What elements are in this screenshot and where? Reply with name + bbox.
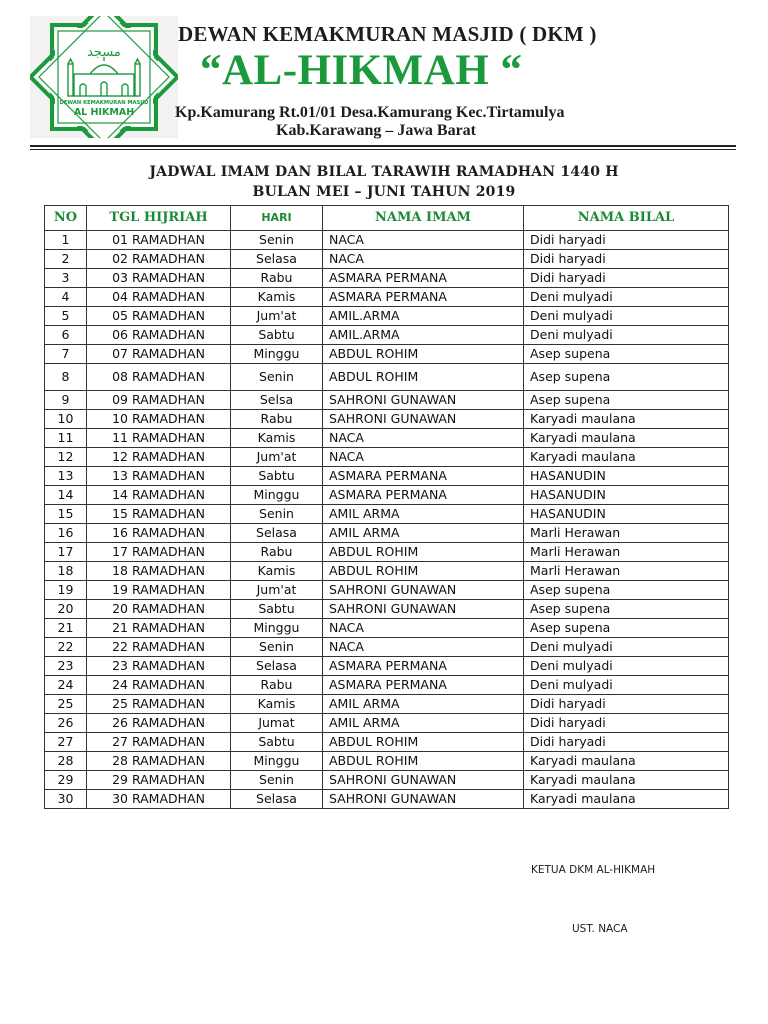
cell-tgl-hijriah: 17 RAMADHAN <box>87 543 231 562</box>
cell-nama-imam: ABDUL ROHIM <box>323 543 524 562</box>
cell-tgl-hijriah: 08 RAMADHAN <box>87 364 231 391</box>
table-header-row <box>45 206 729 231</box>
cell-hari: Senin <box>231 771 323 790</box>
cell-tgl-hijriah: 14 RAMADHAN <box>87 486 231 505</box>
cell-nama-bilal: HASANUDIN <box>524 486 729 505</box>
cell-nama-imam: SAHRONI GUNAWAN <box>323 410 524 429</box>
cell-no: 28 <box>45 752 87 771</box>
cell-hari: Senin <box>231 364 323 391</box>
cell-hari: Minggu <box>231 345 323 364</box>
cell-no: 29 <box>45 771 87 790</box>
cell-nama-imam: ASMARA PERMANA <box>323 676 524 695</box>
cell-hari: Kamis <box>231 562 323 581</box>
table-row <box>45 733 729 752</box>
cell-nama-imam: NACA <box>323 429 524 448</box>
table-row <box>45 771 729 790</box>
cell-nama-imam: ABDUL ROHIM <box>323 733 524 752</box>
cell-hari: Jum'at <box>231 307 323 326</box>
cell-nama-imam: AMIL.ARMA <box>323 326 524 345</box>
column-header-nama-bilal: NAMA BILAL <box>524 206 729 231</box>
table-row <box>45 638 729 657</box>
cell-nama-imam: NACA <box>323 638 524 657</box>
cell-nama-imam: ABDUL ROHIM <box>323 562 524 581</box>
mosque-name: “AL-HIKMAH “ <box>200 47 523 94</box>
cell-nama-bilal: HASANUDIN <box>524 505 729 524</box>
cell-nama-bilal: Didi haryadi <box>524 733 729 752</box>
cell-tgl-hijriah: 22 RAMADHAN <box>87 638 231 657</box>
cell-nama-imam: ASMARA PERMANA <box>323 486 524 505</box>
cell-hari: Sabtu <box>231 326 323 345</box>
cell-hari: Jum'at <box>231 581 323 600</box>
cell-no: 17 <box>45 543 87 562</box>
cell-tgl-hijriah: 04 RAMADHAN <box>87 288 231 307</box>
cell-no: 12 <box>45 448 87 467</box>
table-row <box>45 448 729 467</box>
column-header-no: NO <box>45 206 87 231</box>
table-row <box>45 486 729 505</box>
cell-nama-bilal: Karyadi maulana <box>524 410 729 429</box>
cell-hari: Rabu <box>231 269 323 288</box>
cell-hari: Senin <box>231 231 323 250</box>
cell-hari: Jumat <box>231 714 323 733</box>
cell-nama-bilal: Didi haryadi <box>524 250 729 269</box>
table-row <box>45 307 729 326</box>
cell-no: 24 <box>45 676 87 695</box>
cell-no: 15 <box>45 505 87 524</box>
cell-no: 27 <box>45 733 87 752</box>
cell-tgl-hijriah: 23 RAMADHAN <box>87 657 231 676</box>
cell-nama-imam: ASMARA PERMANA <box>323 288 524 307</box>
cell-nama-imam: NACA <box>323 619 524 638</box>
cell-no: 7 <box>45 345 87 364</box>
cell-hari: Rabu <box>231 543 323 562</box>
cell-tgl-hijriah: 21 RAMADHAN <box>87 619 231 638</box>
cell-tgl-hijriah: 07 RAMADHAN <box>87 345 231 364</box>
table-row <box>45 676 729 695</box>
cell-no: 11 <box>45 429 87 448</box>
table-row <box>45 752 729 771</box>
cell-nama-imam: ABDUL ROHIM <box>323 345 524 364</box>
cell-nama-bilal: Marli Herawan <box>524 562 729 581</box>
cell-no: 4 <box>45 288 87 307</box>
cell-tgl-hijriah: 01 RAMADHAN <box>87 231 231 250</box>
table-row <box>45 657 729 676</box>
cell-tgl-hijriah: 26 RAMADHAN <box>87 714 231 733</box>
cell-nama-bilal: Deni mulyadi <box>524 307 729 326</box>
cell-no: 22 <box>45 638 87 657</box>
cell-hari: Selasa <box>231 790 323 809</box>
cell-hari: Kamis <box>231 288 323 307</box>
cell-nama-bilal: Deni mulyadi <box>524 638 729 657</box>
cell-no: 14 <box>45 486 87 505</box>
cell-nama-bilal: Karyadi maulana <box>524 790 729 809</box>
cell-no: 10 <box>45 410 87 429</box>
cell-no: 26 <box>45 714 87 733</box>
header-divider-thin <box>30 149 736 150</box>
cell-hari: Minggu <box>231 752 323 771</box>
cell-nama-imam: ABDUL ROHIM <box>323 752 524 771</box>
cell-nama-imam: AMIL.ARMA <box>323 307 524 326</box>
cell-no: 9 <box>45 391 87 410</box>
cell-tgl-hijriah: 12 RAMADHAN <box>87 448 231 467</box>
cell-nama-imam: AMIL ARMA <box>323 524 524 543</box>
cell-nama-bilal: Didi haryadi <box>524 714 729 733</box>
cell-nama-bilal: Karyadi maulana <box>524 429 729 448</box>
cell-tgl-hijriah: 25 RAMADHAN <box>87 695 231 714</box>
table-row <box>45 231 729 250</box>
cell-tgl-hijriah: 27 RAMADHAN <box>87 733 231 752</box>
cell-tgl-hijriah: 10 RAMADHAN <box>87 410 231 429</box>
logo-label-line2: AL HIKMAH <box>73 107 135 118</box>
cell-nama-imam: SAHRONI GUNAWAN <box>323 771 524 790</box>
table-row <box>45 581 729 600</box>
column-header-hari: HARI <box>231 206 323 231</box>
cell-hari: Sabtu <box>231 733 323 752</box>
document-title: JADWAL IMAM DAN BILAL TARAWIH RAMADHAN 1440 H <box>149 164 619 180</box>
cell-tgl-hijriah: 24 RAMADHAN <box>87 676 231 695</box>
cell-no: 25 <box>45 695 87 714</box>
cell-nama-imam: ASMARA PERMANA <box>323 467 524 486</box>
cell-tgl-hijriah: 11 RAMADHAN <box>87 429 231 448</box>
cell-tgl-hijriah: 28 RAMADHAN <box>87 752 231 771</box>
address-line-2: Kab.Karawang – Jawa Barat <box>276 122 476 139</box>
cell-no: 20 <box>45 600 87 619</box>
document-subtitle: BULAN MEI – JUNI TAHUN 2019 <box>252 184 516 200</box>
schedule-table <box>44 205 729 809</box>
cell-no: 3 <box>45 269 87 288</box>
cell-nama-bilal: Karyadi maulana <box>524 752 729 771</box>
table-row <box>45 410 729 429</box>
cell-nama-bilal: Asep supena <box>524 581 729 600</box>
cell-hari: Senin <box>231 638 323 657</box>
cell-hari: Selasa <box>231 657 323 676</box>
cell-tgl-hijriah: 18 RAMADHAN <box>87 562 231 581</box>
logo-label-line1: DEWAN KEMAKMURAN MASJID <box>59 100 149 106</box>
cell-nama-imam: NACA <box>323 448 524 467</box>
cell-hari: Selasa <box>231 250 323 269</box>
cell-tgl-hijriah: 05 RAMADHAN <box>87 307 231 326</box>
cell-hari: Sabtu <box>231 600 323 619</box>
cell-no: 6 <box>45 326 87 345</box>
cell-nama-bilal: HASANUDIN <box>524 467 729 486</box>
table-row <box>45 619 729 638</box>
address-line-1: Kp.Kamurang Rt.01/01 Desa.Kamurang Kec.Tirtamulya <box>175 104 565 121</box>
cell-hari: Jum'at <box>231 448 323 467</box>
cell-no: 1 <box>45 231 87 250</box>
table-row <box>45 326 729 345</box>
cell-no: 18 <box>45 562 87 581</box>
table-row <box>45 695 729 714</box>
cell-nama-imam: SAHRONI GUNAWAN <box>323 600 524 619</box>
cell-nama-imam: ASMARA PERMANA <box>323 269 524 288</box>
cell-tgl-hijriah: 06 RAMADHAN <box>87 326 231 345</box>
cell-tgl-hijriah: 29 RAMADHAN <box>87 771 231 790</box>
cell-hari: Sabtu <box>231 467 323 486</box>
cell-tgl-hijriah: 16 RAMADHAN <box>87 524 231 543</box>
cell-hari: Senin <box>231 505 323 524</box>
table-row <box>45 250 729 269</box>
cell-nama-bilal: Didi haryadi <box>524 695 729 714</box>
cell-nama-imam: NACA <box>323 250 524 269</box>
table-row <box>45 467 729 486</box>
cell-nama-bilal: Marli Herawan <box>524 524 729 543</box>
cell-tgl-hijriah: 30 RAMADHAN <box>87 790 231 809</box>
column-header-tgl-hijriah: TGL HIJRIAH <box>87 206 231 231</box>
column-header-nama-imam: NAMA IMAM <box>323 206 524 231</box>
cell-no: 2 <box>45 250 87 269</box>
table-row <box>45 505 729 524</box>
cell-tgl-hijriah: 03 RAMADHAN <box>87 269 231 288</box>
cell-no: 23 <box>45 657 87 676</box>
cell-nama-bilal: Asep supena <box>524 600 729 619</box>
cell-nama-imam: AMIL ARMA <box>323 695 524 714</box>
cell-no: 30 <box>45 790 87 809</box>
mosque-logo-icon <box>30 16 178 138</box>
table-row <box>45 364 729 391</box>
cell-no: 19 <box>45 581 87 600</box>
cell-no: 5 <box>45 307 87 326</box>
cell-hari: Minggu <box>231 486 323 505</box>
table-row <box>45 714 729 733</box>
signature-name: UST. NACA <box>572 923 628 935</box>
cell-nama-imam: AMIL ARMA <box>323 505 524 524</box>
cell-hari: Selasa <box>231 524 323 543</box>
cell-tgl-hijriah: 09 RAMADHAN <box>87 391 231 410</box>
cell-nama-bilal: Deni mulyadi <box>524 657 729 676</box>
cell-nama-bilal: Karyadi maulana <box>524 448 729 467</box>
cell-nama-bilal: Marli Herawan <box>524 543 729 562</box>
cell-hari: Kamis <box>231 695 323 714</box>
cell-nama-bilal: Deni mulyadi <box>524 676 729 695</box>
cell-no: 16 <box>45 524 87 543</box>
table-row <box>45 790 729 809</box>
cell-nama-bilal: Didi haryadi <box>524 231 729 250</box>
table-row <box>45 345 729 364</box>
cell-hari: Rabu <box>231 676 323 695</box>
cell-hari: Rabu <box>231 410 323 429</box>
signature-role: KETUA DKM AL-HIKMAH <box>531 864 656 876</box>
cell-nama-bilal: Deni mulyadi <box>524 288 729 307</box>
table-row <box>45 288 729 307</box>
cell-nama-imam: ASMARA PERMANA <box>323 657 524 676</box>
table-row <box>45 562 729 581</box>
dkm-logo <box>30 16 178 138</box>
cell-nama-imam: SAHRONI GUNAWAN <box>323 790 524 809</box>
table-row <box>45 600 729 619</box>
cell-nama-bilal: Asep supena <box>524 391 729 410</box>
cell-tgl-hijriah: 13 RAMADHAN <box>87 467 231 486</box>
cell-nama-imam: AMIL ARMA <box>323 714 524 733</box>
table-row <box>45 524 729 543</box>
cell-tgl-hijriah: 15 RAMADHAN <box>87 505 231 524</box>
cell-hari: Selsa <box>231 391 323 410</box>
cell-no: 8 <box>45 364 87 391</box>
cell-tgl-hijriah: 19 RAMADHAN <box>87 581 231 600</box>
cell-nama-bilal: Asep supena <box>524 345 729 364</box>
cell-nama-bilal: Karyadi maulana <box>524 771 729 790</box>
cell-tgl-hijriah: 20 RAMADHAN <box>87 600 231 619</box>
cell-nama-bilal: Deni mulyadi <box>524 326 729 345</box>
cell-no: 21 <box>45 619 87 638</box>
cell-nama-imam: NACA <box>323 231 524 250</box>
cell-nama-imam: ABDUL ROHIM <box>323 364 524 391</box>
cell-nama-bilal: Asep supena <box>524 619 729 638</box>
table-row <box>45 269 729 288</box>
cell-nama-imam: SAHRONI GUNAWAN <box>323 391 524 410</box>
cell-nama-bilal: Didi haryadi <box>524 269 729 288</box>
organization-name: DEWAN KEMAKMURAN MASJID ( DKM ) <box>178 22 597 46</box>
cell-tgl-hijriah: 02 RAMADHAN <box>87 250 231 269</box>
schedule-table-body <box>45 231 729 809</box>
logo-arabic-text: مسجد <box>87 45 121 60</box>
cell-nama-bilal: Asep supena <box>524 364 729 391</box>
cell-hari: Minggu <box>231 619 323 638</box>
cell-no: 13 <box>45 467 87 486</box>
cell-hari: Kamis <box>231 429 323 448</box>
table-row <box>45 543 729 562</box>
header-divider-thick <box>30 145 736 147</box>
table-row <box>45 429 729 448</box>
table-row <box>45 391 729 410</box>
cell-nama-imam: SAHRONI GUNAWAN <box>323 581 524 600</box>
